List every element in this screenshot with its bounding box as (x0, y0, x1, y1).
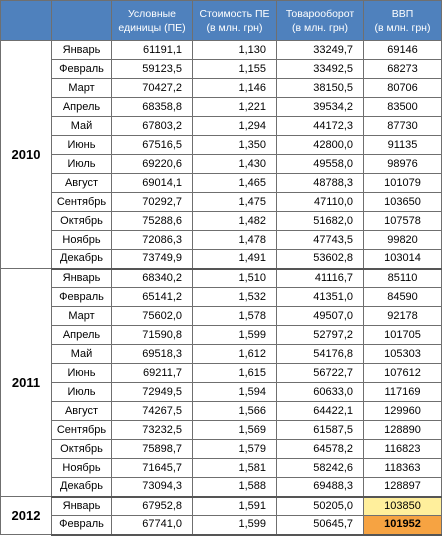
month-cell: Ноябрь (52, 231, 112, 250)
units-cell: 67952,8 (112, 497, 193, 516)
table-row (1, 79, 442, 98)
table-row (1, 250, 442, 269)
month-cell: Август (52, 174, 112, 193)
year-label: 2011 (1, 269, 52, 497)
month-cell: Июль (52, 155, 112, 174)
gdp-cell: 98976 (364, 155, 442, 174)
gdp-cell: 85110 (364, 269, 442, 288)
units-cell: 59123,5 (112, 60, 193, 79)
gdp-cell: 68273 (364, 60, 442, 79)
turnover-cell: 53602,8 (277, 250, 364, 269)
header-cost: Стоимость ПЕ (в млн. грн) (193, 1, 277, 41)
month-cell: Сентябрь (52, 193, 112, 212)
units-cell: 70292,7 (112, 193, 193, 212)
units-cell: 65141,2 (112, 288, 193, 307)
table-row (1, 307, 442, 326)
units-cell: 67803,2 (112, 117, 193, 136)
turnover-cell: 47110,0 (277, 193, 364, 212)
units-cell: 69014,1 (112, 174, 193, 193)
cost-cell: 1,599 (193, 326, 277, 345)
gdp-cell: 80706 (364, 79, 442, 98)
month-cell: Март (52, 307, 112, 326)
gdp-cell: 117169 (364, 383, 442, 402)
header-turnover: Товарооборот (в млн. грн) (277, 1, 364, 41)
turnover-cell: 49507,0 (277, 307, 364, 326)
table-row (1, 231, 442, 250)
table-row (1, 98, 442, 117)
cost-cell: 1,612 (193, 345, 277, 364)
month-cell: Май (52, 345, 112, 364)
gdp-cell: 101079 (364, 174, 442, 193)
cost-cell: 1,532 (193, 288, 277, 307)
units-cell: 67516,5 (112, 136, 193, 155)
cost-cell: 1,581 (193, 459, 277, 478)
table-row (1, 136, 442, 155)
gdp-cell: 69146 (364, 41, 442, 60)
month-cell: Май (52, 117, 112, 136)
turnover-cell: 33249,7 (277, 41, 364, 60)
month-cell: Сентябрь (52, 421, 112, 440)
turnover-cell: 69488,3 (277, 478, 364, 497)
cost-cell: 1,569 (193, 421, 277, 440)
month-cell: Март (52, 79, 112, 98)
turnover-cell: 47743,5 (277, 231, 364, 250)
table-row (1, 402, 442, 421)
units-cell: 68340,2 (112, 269, 193, 288)
turnover-cell: 48788,3 (277, 174, 364, 193)
gdp-cell: 83500 (364, 98, 442, 117)
units-cell: 61191,1 (112, 41, 193, 60)
turnover-cell: 64578,2 (277, 440, 364, 459)
turnover-cell: 42800,0 (277, 136, 364, 155)
gdp-cell: 103850 (364, 497, 442, 516)
gdp-cell: 103650 (364, 193, 442, 212)
month-cell: Июнь (52, 364, 112, 383)
header-month-blank (52, 1, 112, 41)
month-cell: Апрель (52, 98, 112, 117)
gdp-cell: 107612 (364, 364, 442, 383)
table-row (1, 383, 442, 402)
gdp-cell: 103014 (364, 250, 442, 269)
gdp-cell: 84590 (364, 288, 442, 307)
cost-cell: 1,221 (193, 98, 277, 117)
gdp-cell: 116823 (364, 440, 442, 459)
month-cell: Декабрь (52, 478, 112, 497)
month-cell: Январь (52, 269, 112, 288)
month-cell: Октябрь (52, 212, 112, 231)
turnover-cell: 58242,6 (277, 459, 364, 478)
cost-cell: 1,566 (193, 402, 277, 421)
table-row (1, 41, 442, 60)
units-cell: 73094,3 (112, 478, 193, 497)
gdp-cell: 92178 (364, 307, 442, 326)
header-units: Условные единицы (ПЕ) (112, 1, 193, 41)
month-cell: Июнь (52, 136, 112, 155)
cost-cell: 1,591 (193, 497, 277, 516)
cost-cell: 1,465 (193, 174, 277, 193)
turnover-cell: 41351,0 (277, 288, 364, 307)
units-cell: 75602,0 (112, 307, 193, 326)
table-row (1, 60, 442, 79)
table-row (1, 459, 442, 478)
cost-cell: 1,510 (193, 269, 277, 288)
turnover-cell: 52797,2 (277, 326, 364, 345)
turnover-cell: 39534,2 (277, 98, 364, 117)
month-cell: Январь (52, 497, 112, 516)
gdp-cell: 105303 (364, 345, 442, 364)
turnover-cell: 56722,7 (277, 364, 364, 383)
table-row (1, 193, 442, 212)
table-row (1, 288, 442, 307)
month-cell: Февраль (52, 60, 112, 79)
month-cell: Апрель (52, 326, 112, 345)
turnover-cell: 60633,0 (277, 383, 364, 402)
gdp-cell: 101705 (364, 326, 442, 345)
cost-cell: 1,146 (193, 79, 277, 98)
units-cell: 70427,2 (112, 79, 193, 98)
header-gdp: ВВП (в млн. грн) (364, 1, 442, 41)
cost-cell: 1,482 (193, 212, 277, 231)
units-cell: 75898,7 (112, 440, 193, 459)
month-cell: Июль (52, 383, 112, 402)
gdp-cell: 118363 (364, 459, 442, 478)
year-label: 2012 (1, 497, 52, 535)
cost-cell: 1,594 (193, 383, 277, 402)
month-cell: Октябрь (52, 440, 112, 459)
table-row (1, 269, 442, 288)
turnover-cell: 64422,1 (277, 402, 364, 421)
cost-cell: 1,350 (193, 136, 277, 155)
units-cell: 69211,7 (112, 364, 193, 383)
cost-cell: 1,615 (193, 364, 277, 383)
gdp-cell: 128890 (364, 421, 442, 440)
month-cell: Январь (52, 41, 112, 60)
turnover-cell: 38150,5 (277, 79, 364, 98)
table-row (1, 440, 442, 459)
units-cell: 72949,5 (112, 383, 193, 402)
gdp-cell: 87730 (364, 117, 442, 136)
turnover-cell: 33492,5 (277, 60, 364, 79)
cost-cell: 1,599 (193, 516, 277, 535)
table-row (1, 117, 442, 136)
gdp-cell: 128897 (364, 478, 442, 497)
turnover-cell: 50645,7 (277, 516, 364, 535)
gdp-cell: 99820 (364, 231, 442, 250)
gdp-cell: 107578 (364, 212, 442, 231)
table-row (1, 364, 442, 383)
table-row (1, 345, 442, 364)
units-cell: 67741,0 (112, 516, 193, 535)
units-cell: 69518,3 (112, 345, 193, 364)
units-cell: 69220,6 (112, 155, 193, 174)
month-cell: Февраль (52, 516, 112, 535)
gdp-cell: 129960 (364, 402, 442, 421)
month-cell: Ноябрь (52, 459, 112, 478)
gdp-cell: 101952 (364, 516, 442, 535)
units-cell: 71590,8 (112, 326, 193, 345)
turnover-cell: 51682,0 (277, 212, 364, 231)
turnover-cell: 54176,8 (277, 345, 364, 364)
turnover-cell: 44172,3 (277, 117, 364, 136)
units-cell: 68358,8 (112, 98, 193, 117)
cost-cell: 1,491 (193, 250, 277, 269)
cost-cell: 1,130 (193, 41, 277, 60)
month-cell: Февраль (52, 288, 112, 307)
units-cell: 73232,5 (112, 421, 193, 440)
turnover-cell: 50205,0 (277, 497, 364, 516)
year-label: 2010 (1, 41, 52, 269)
table-row (1, 155, 442, 174)
units-cell: 71645,7 (112, 459, 193, 478)
header-corner (1, 1, 52, 41)
table-row (1, 326, 442, 345)
table-row (1, 212, 442, 231)
units-cell: 73749,9 (112, 250, 193, 269)
cost-cell: 1,294 (193, 117, 277, 136)
gdp-cell: 91135 (364, 136, 442, 155)
header-row (1, 1, 442, 41)
units-cell: 72086,3 (112, 231, 193, 250)
turnover-cell: 41116,7 (277, 269, 364, 288)
table-row (1, 421, 442, 440)
cost-cell: 1,475 (193, 193, 277, 212)
cost-cell: 1,430 (193, 155, 277, 174)
month-cell: Декабрь (52, 250, 112, 269)
cost-cell: 1,579 (193, 440, 277, 459)
units-cell: 74267,5 (112, 402, 193, 421)
table-row (1, 497, 442, 516)
table-row (1, 478, 442, 497)
table-row (1, 516, 442, 535)
cost-cell: 1,478 (193, 231, 277, 250)
cost-cell: 1,588 (193, 478, 277, 497)
month-cell: Август (52, 402, 112, 421)
units-cell: 75288,6 (112, 212, 193, 231)
turnover-cell: 49558,0 (277, 155, 364, 174)
table-body (1, 41, 442, 535)
cost-cell: 1,155 (193, 60, 277, 79)
cost-cell: 1,578 (193, 307, 277, 326)
table-row (1, 174, 442, 193)
turnover-cell: 61587,5 (277, 421, 364, 440)
